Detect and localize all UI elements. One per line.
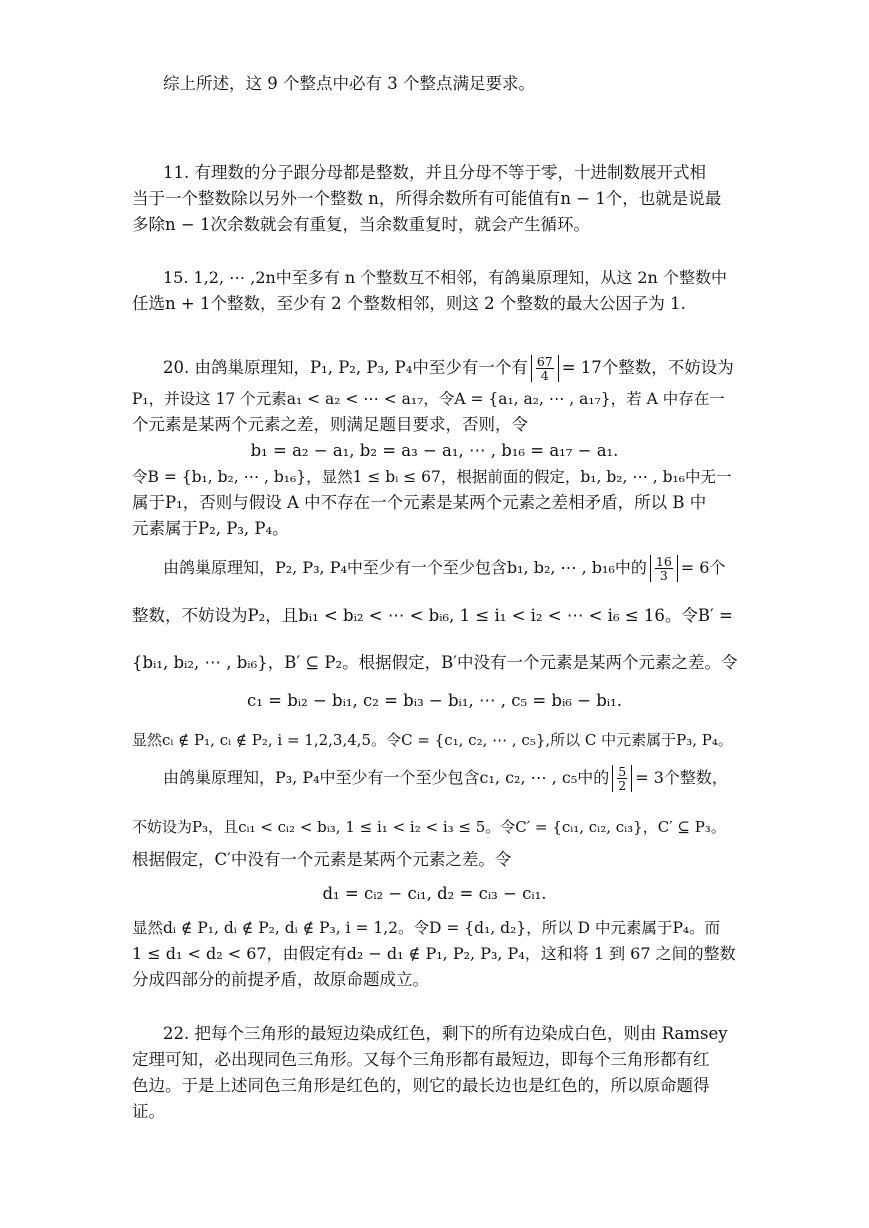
answer-20-line: 个元素是某两个元素之差，则满足题目要求，否则，令 [132,415,528,434]
text-run: 由鸽巢原理知，P₃, P₄中至少有一个至少包含c₁, c₂, ⋯ , c₅中的 [163,768,610,787]
fraction-denominator: 4 [540,368,549,383]
answer-22-line: 22. 把每个三角形的最短边染成红色，剩下的所有边染成白色，则由 Ramsey [163,1024,728,1043]
answer-11-line: 11. 有理数的分子跟分母都是整数，并且分母不等于零，十进制数展开式相 [163,163,706,182]
answer-11-line: 多除n − 1次余数就会有重复，当余数重复时，就会产生循环。 [132,215,590,234]
answer-20-line: 1 ≤ d₁ < d₂ < 67，由假定有d₂ − d₁ ∉ P₁, P₂, P₃, P₄，这和将 1 到 67 之间的整数 [132,944,736,963]
answer-22-line: 证。 [132,1102,165,1121]
ceil-fraction [650,555,678,582]
answer-20-line: 令B = {b₁, b₂, ⋯ , b₁₆}，显然1 ≤ bᵢ ≤ 67，根据前面的假定，b₁, b₂, ⋯ , b₁₆中无一 [132,468,732,486]
fraction-denominator: 3 [659,568,668,583]
answer-11-line: 当于一个整数除以另外一个整数 n，所得余数所有可能值有n − 1个，也就是说最 [132,189,722,208]
answer-15-line: 15. 1,2, ⋯ ,2n中至多有 n 个整数互不相邻，有鸽巢原理知，从这 2n 个整数中 [163,268,727,287]
equation: c₁ = bᵢ₂ − bᵢ₁, c₂ = bᵢ₃ − bᵢ₁, ⋯ , c₅ = bᵢ₆ − bᵢ₁. [247,691,622,710]
text-run: = 17个整数，不妨设为 [561,358,734,377]
answer-20-line [163,355,737,382]
answer-20-line: 整数，不妨设为P₂，且bᵢ₁ < bᵢ₂ < ⋯ < bᵢ₆, 1 ≤ i₁ < i₂ < ⋯ < i₆ ≤ 16。令B′ = [132,606,733,625]
answer-20-line: 分成四部分的前提矛盾，故原命题成立。 [132,970,429,989]
answer-20-line [163,765,737,792]
answer-20-line: 属于P₁，否则与假设 A 中不存在一个元素是某两个元素之差相矛盾，所以 B 中 [132,493,707,512]
answer-20-line: 显然dᵢ ∉ P₁, dᵢ ∉ P₂, dᵢ ∉ P₃, i = 1,2。令D = {d₁, d₂}，所以 D 中元素属于P₄。而 [132,919,721,937]
fraction-numerator: 5 [618,764,627,779]
text-run: = 6个 [680,558,726,577]
answer-20-line: {bᵢ₁, bᵢ₂, ⋯ , bᵢ₆}，B′ ⊆ P₂。根据假定，B′中没有一个元素是某两个元素之差。令 [132,653,738,672]
ceil-fraction [612,765,632,792]
text-run: = 3个整数， [635,768,728,787]
equation: b₁ = a₂ − a₁, b₂ = a₃ − a₁, ⋯ , b₁₆ = a₁₇ − a₁. [250,441,619,460]
fraction-denominator: 2 [618,778,627,793]
answer-22-line: 定理可知，必出现同色三角形。又每个三角形都有最短边，即每个三角形都有红 [132,1050,710,1069]
fraction-numerator: 67 [536,354,553,369]
text-run: 由鸽巢原理知，P₂, P₃, P₄中至少有一个至少包含b₁, b₂, ⋯ , b₁₆中的 [163,558,647,577]
answer-20-line: 元素属于P₂, P₃, P₄。 [132,519,289,538]
answer-22-line: 色边。于是上述同色三角形是红色的，则它的最长边也是红色的，所以原命题得 [132,1076,710,1095]
answer-20-line: P₁，并设这 17 个元素a₁ < a₂ < ⋯ < a₁₇，令A = {a₁, a₂, ⋯ , a₁₇}，若 A 中存在一 [132,390,725,408]
answer-20-line: 不妨设为P₃，且cᵢ₁ < cᵢ₂ < bᵢ₃, 1 ≤ i₁ < i₂ < i₃ ≤ 5。令C′ = {cᵢ₁, cᵢ₂, cᵢ₃}，C′ ⊆ P₃。 [132,818,726,836]
text-run: 20. 由鸽巢原理知，P₁, P₂, P₃, P₄中至少有一个有 [163,358,528,377]
intro-paragraph: 综上所述，这 9 个整点中必有 3 个整点满足要求。 [163,74,535,93]
answer-15-line: 任选n + 1个整数，至少有 2 个整数相邻，则这 2 个整数的最大公因子为 1. [132,294,686,313]
equation: d₁ = cᵢ₂ − cᵢ₁, d₂ = cᵢ₃ − cᵢ₁. [322,884,547,903]
ceil-fraction [531,355,559,382]
answer-20-line [163,555,737,582]
fraction-numerator: 16 [655,554,672,569]
answer-20-line: 根据假定，C′中没有一个元素是某两个元素之差。令 [132,850,512,869]
answer-20-line: 显然cᵢ ∉ P₁, cᵢ ∉ P₂, i = 1,2,3,4,5。令C = {c₁, c₂, ⋯ , c₅},所以 C 中元素属于P₃, P₄。 [132,731,733,749]
